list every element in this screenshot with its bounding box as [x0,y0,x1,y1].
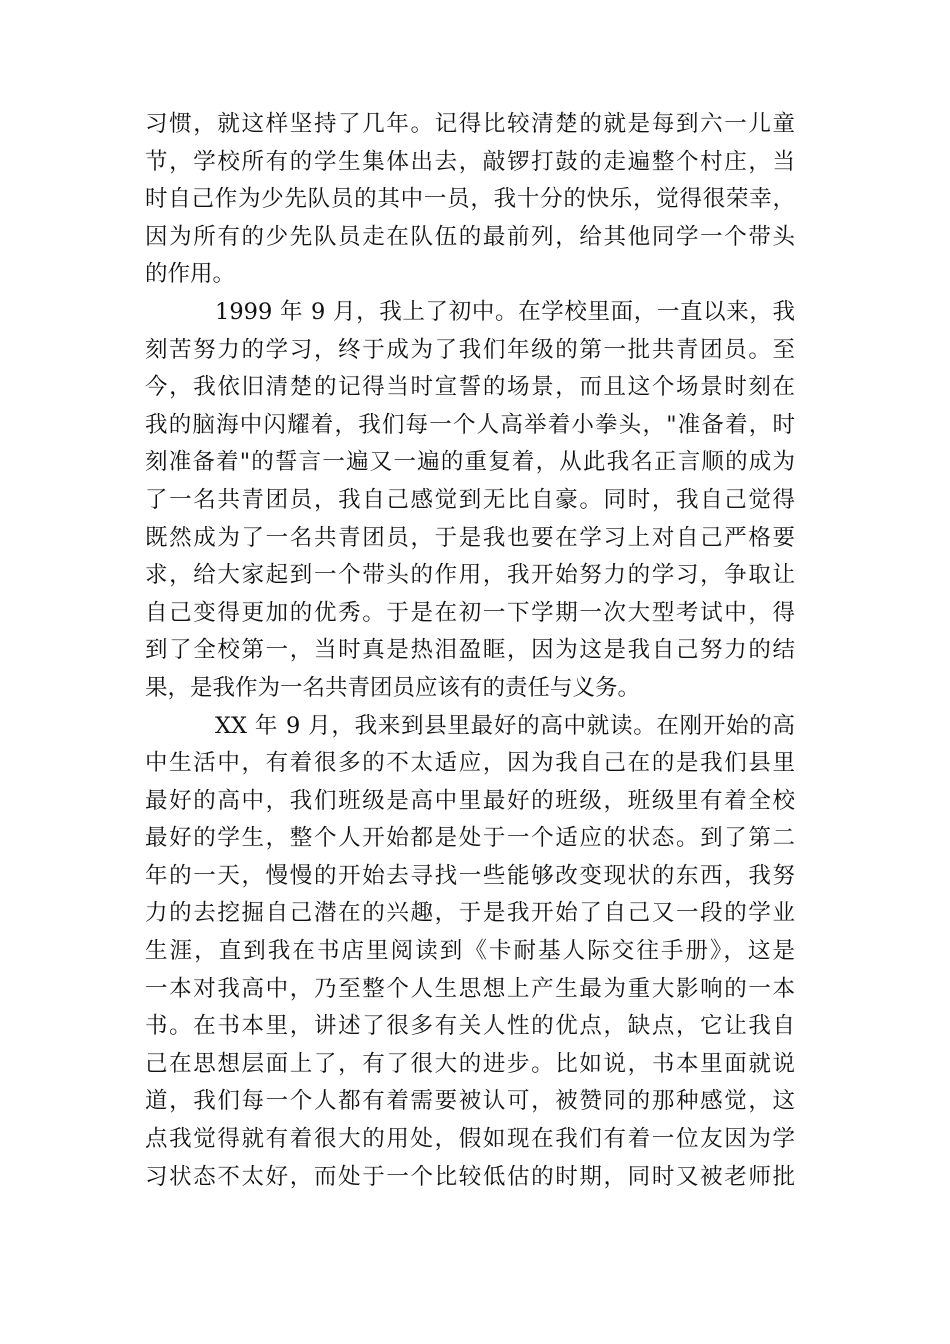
text-line: 最好的学生，整个人开始都是处于一个适应的状态。到了第二 [145,825,795,852]
text-line: 到了全校第一，当时真是热泪盈眶，因为这是我自己努力的结 [145,637,795,664]
text-line: 今，我依旧清楚的记得当时宣誓的场景，而且这个场景时刻在 [145,374,795,401]
text-line: 书。在书本里，讲述了很多有关人性的优点，缺点，它让我自 [145,1013,795,1040]
text-line: 求，给大家起到一个带头的作用，我开始努力的学习，争取让 [145,562,795,589]
text-line: 的作用。 [145,261,236,288]
paragraph-start-line: XX 年 9 月，我来到县里最好的高中就读。在刚开始的高 [215,712,795,739]
text-line: 己在思想层面上了，有了很大的进步。比如说，书本里面就说 [145,1050,795,1077]
text-line: 点我觉得就有着很大的用处，假如现在我们有着一位友因为学 [145,1126,795,1153]
paragraph-start-line: 1999 年 9 月，我上了初中。在学校里面，一直以来，我 [215,298,795,325]
text-line: 习状态不太好，而处于一个比较低估的时期，同时又被老师批 [145,1163,795,1190]
body-text [145,106,795,1196]
text-line: 道，我们每一个人都有着需要被认可，被赞同的那种感觉，这 [145,1088,795,1115]
text-line: 既然成为了一名共青团员，于是我也要在学习上对自己严格要 [145,524,795,551]
text-line: 了一名共青团员，我自己感觉到无比自豪。同时，我自己觉得 [145,486,795,513]
text-line: 最好的高中，我们班级是高中里最好的班级，班级里有着全校 [145,787,795,814]
text-line: 刻苦努力的学习，终于成为了我们年级的第一批共青团员。至 [145,336,795,363]
text-line: 一本对我高中，乃至整个人生思想上产生最为重大影响的一本 [145,975,795,1002]
text-line: 中生活中，有着很多的不太适应，因为我自己在的是我们县里 [145,750,795,777]
text-line: 生涯，直到我在书店里阅读到《卡耐基人际交往手册》，这是 [145,938,795,965]
text-line: 年的一天，慢慢的开始去寻找一些能够改变现状的东西，我努 [145,862,795,889]
text-line: 刻准备着"的誓言一遍又一遍的重复着，从此我名正言顺的成为 [145,449,795,476]
text-line: 自己变得更加的优秀。于是在初一下学期一次大型考试中，得 [145,599,795,626]
text-line: 节，学校所有的学生集体出去，敲锣打鼓的走遍整个村庄，当 [145,148,795,175]
text-line: 时自己作为少先队员的其中一员，我十分的快乐，觉得很荣幸， [145,186,795,213]
text-line: 果，是我作为一名共青团员应该有的责任与义务。 [145,674,641,701]
text-line: 习惯，就这样坚持了几年。记得比较清楚的就是每到六一儿童 [145,111,795,137]
text-line: 我的脑海中闪耀着，我们每一个人高举着小拳头，"准备着，时 [145,411,795,438]
text-line: 力的去挖掘自己潜在的兴趣，于是我开始了自己又一段的学业 [145,900,795,927]
text-line: 因为所有的少先队员走在队伍的最前列，给其他同学一个带头 [145,223,795,250]
